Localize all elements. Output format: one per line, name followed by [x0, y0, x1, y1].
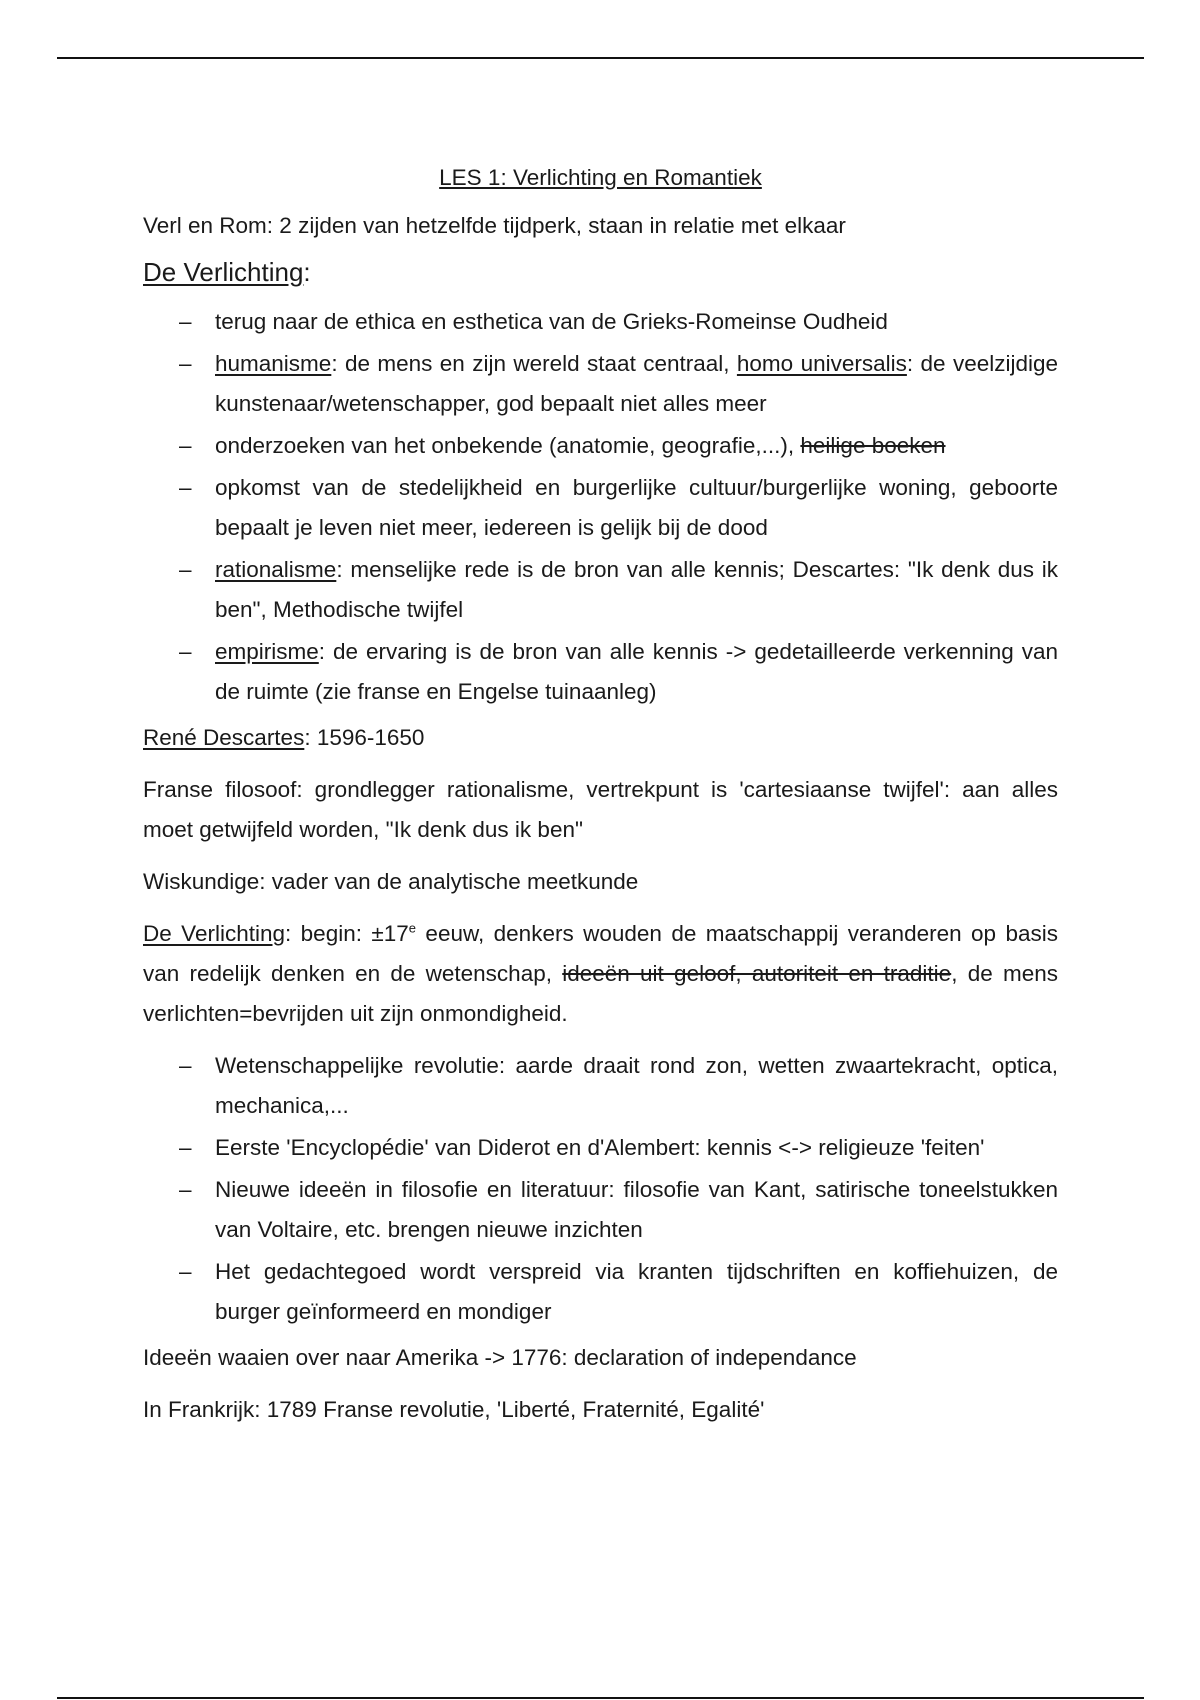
term-rationalisme: rationalisme — [215, 557, 337, 582]
paragraph-text: : begin: ±17 — [285, 921, 409, 946]
closing-line-2: In Frankrijk: 1789 Franse revolutie, 'Liberté, Fraternité, Egalité' — [143, 1397, 765, 1422]
paragraph-text: eeuw, denkers wouden de maatschappij veranderen op basis van redelijk denken en de wetenschap, — [143, 921, 1059, 986]
verlichting-list — [143, 302, 1058, 712]
superscript-e: e — [408, 920, 417, 936]
list-item-text: opkomst van de stedelijkheid en burgerlijke cultuur/burgerlijke woning, geboorte bepaalt je leven niet meer, iedereen is gelijk bij de dood — [215, 475, 1058, 540]
top-rule — [57, 57, 1144, 59]
descartes-para-1: Franse filosoof: grondlegger rationalisme, vertrekpunt is 'cartesiaanse twijfel': aan alles moet getwijfeld worden, "Ik denk dus ik ben" — [143, 777, 1058, 842]
section-heading-text: De Verlichting — [143, 257, 304, 287]
list-item-text: : de ervaring is de bron van alle kennis -> gedetailleerde verkenning van de ruimte (zie franse en Engelse tuinaanleg) — [215, 639, 1058, 704]
paragraph-text: , de mens verlichten=bevrijden uit zijn onmondigheid. — [143, 961, 1058, 1026]
list-item: – Wetenschappelijke revolutie: aarde draait rond zon, wetten zwaartekracht, optica, mechanica,... — [215, 1046, 1058, 1126]
closing-line-1: Ideeën waaien over naar Amerika -> 1776: declaration of independance — [143, 1345, 857, 1370]
bottom-rule — [57, 1697, 1144, 1699]
intro-line: Verl en Rom: 2 zijden van hetzelfde tijdperk, staan in relatie met elkaar — [143, 213, 846, 238]
term-humanisme: humanisme — [215, 351, 332, 376]
list-item — [215, 632, 1058, 712]
term-homo-universalis: homo universalis — [736, 351, 907, 376]
section-heading-verlichting — [143, 252, 1058, 292]
list-item: – Eerste 'Encyclopédie' van Diderot en d'Alembert: kennis <-> religieuze 'feiten' — [215, 1128, 1058, 1168]
descartes-name: René Descartes — [143, 725, 305, 750]
struck-text: heilige boeken — [800, 433, 946, 458]
term-de-verlichting: De Verlichting — [143, 921, 285, 946]
list-item: – Nieuwe ideeën in filosofie en literatuur: filosofie van Kant, satirische toneelstukken van Voltaire, etc. brengen nieuwe inzichten — [215, 1170, 1058, 1250]
descartes-para-2: Wiskundige: vader van de analytische meetkunde — [143, 869, 639, 894]
list-item-text: terug naar de ethica en esthetica van de Grieks-Romeinse Oudheid — [215, 309, 888, 334]
descartes-dates: : 1596-1650 — [304, 725, 425, 750]
page-title: LES 1: Verlichting en Romantiek — [439, 165, 762, 190]
section-heading-colon: : — [303, 257, 311, 287]
list-item-text: onderzoeken van het onbekende (anatomie, geografie,...), — [215, 433, 801, 458]
verlichting-paragraph — [143, 914, 1058, 1034]
list-item — [215, 468, 1058, 548]
verlichting-details-list — [143, 1046, 1058, 1332]
list-item — [215, 426, 1058, 466]
list-item — [215, 550, 1058, 630]
list-item — [215, 344, 1058, 424]
list-item-text: : de mens en zijn wereld staat centraal, — [331, 351, 737, 376]
list-item-text: : de veelzijdige kunstenaar/wetenschapper, god bepaalt niet alles meer — [215, 351, 1059, 416]
list-item — [215, 302, 1058, 342]
list-item: – Het gedachtegoed wordt verspreid via kranten tijdschriften en koffiehuizen, de burger geïnformeerd en mondiger — [215, 1252, 1058, 1332]
descartes-heading — [143, 718, 1058, 758]
term-empirisme: empirisme — [215, 639, 319, 664]
struck-text: ideeën uit geloof, autoriteit en traditie — [562, 961, 952, 986]
list-item-text: : menselijke rede is de bron van alle kennis; Descartes: "Ik denk dus ik ben", Methodische twijfel — [215, 557, 1058, 622]
document-body — [143, 158, 1058, 1442]
